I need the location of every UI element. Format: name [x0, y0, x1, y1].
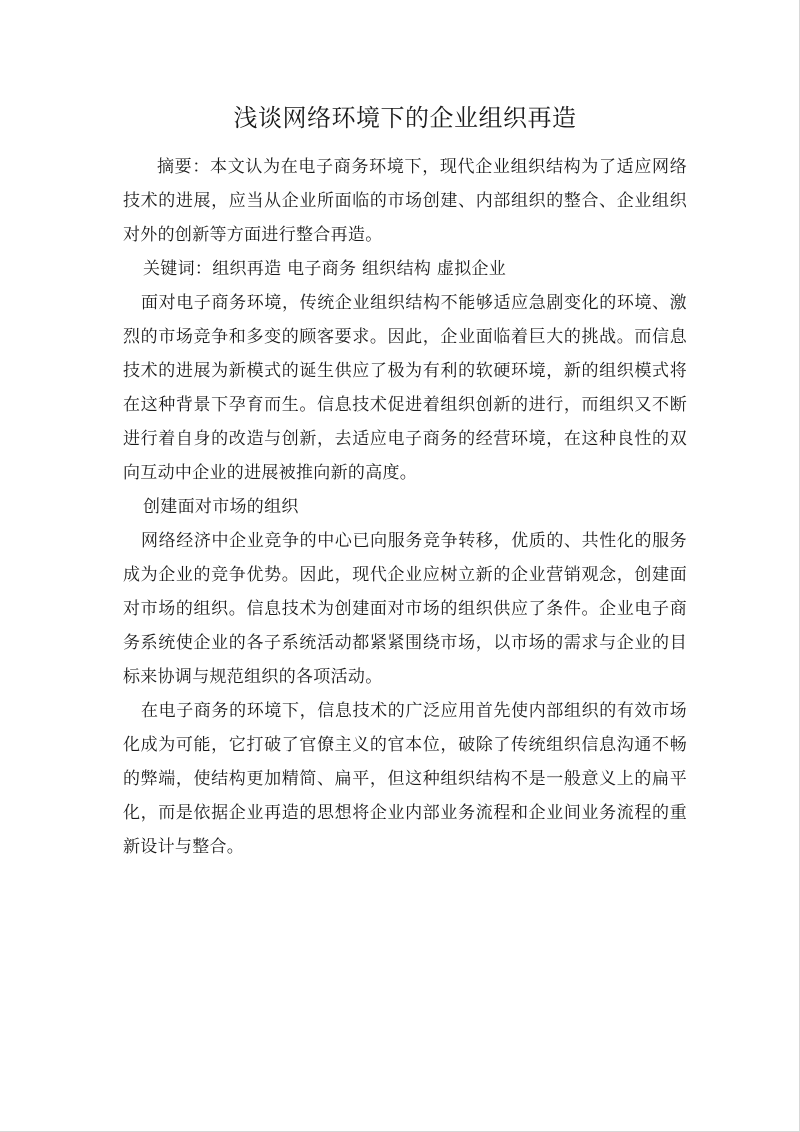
body-paragraph-2: 网络经济中企业竞争的中心已向服务竞争转移，优质的、共性化的服务成为企业的竞争优势。因此，现代企业应树立新的企业营销观念，创建面对市场的组织。信息技术为创建面对市场的组织供应了条件。企业电子商务系统使企业的各子系统活动都紧紧围绕市场，以市场的需求与企业的目标来协调与规范组织的各项活动。	[123, 531, 687, 687]
body-paragraph-3: 在电子商务的环境下，信息技术的广泛应用首先使内部组织的有效市场化成为可能，它打破了官僚主义的官本位，破除了传统组织信息沟通不畅的弊端，使结构更加精简、扁平，但这种组织结构不是一般意义上的扁平化，而是依据企业再造的思想将企业内部业务流程和企业间业务流程的重新设计与整合。	[123, 701, 687, 857]
document-title: 浅谈网络环境下的企业组织再造	[233, 104, 577, 132]
section-heading: 创建面对市场的组织	[143, 497, 299, 517]
body-paragraph-1: 面对电子商务环境，传统企业组织结构不能够适应急剧变化的环境、激烈的市场竞争和多变的顾客要求。因此，企业面临着巨大的挑战。而信息技术的进展为新模式的诞生供应了极为有利的软硬环境，新的组织模式将在这种背景下孕育而生。信息技术促进着组织创新的进行，而组织又不断进行着自身的改造与创新，去适应电子商务的经营环境，在这种良性的双向互动中企业的进展被推向新的高度。	[123, 293, 687, 483]
abstract-paragraph: 摘要：本文认为在电子商务环境下，现代企业组织结构为了适应网络技术的进展，应当从企业所面临的市场创建、内部组织的整合、企业组织对外的创新等方面进行整合再造。	[123, 157, 687, 245]
keywords-line: 关键词：组织再造 电子商务 组织结构 虚拟企业	[143, 259, 507, 279]
document-body	[123, 98, 687, 864]
